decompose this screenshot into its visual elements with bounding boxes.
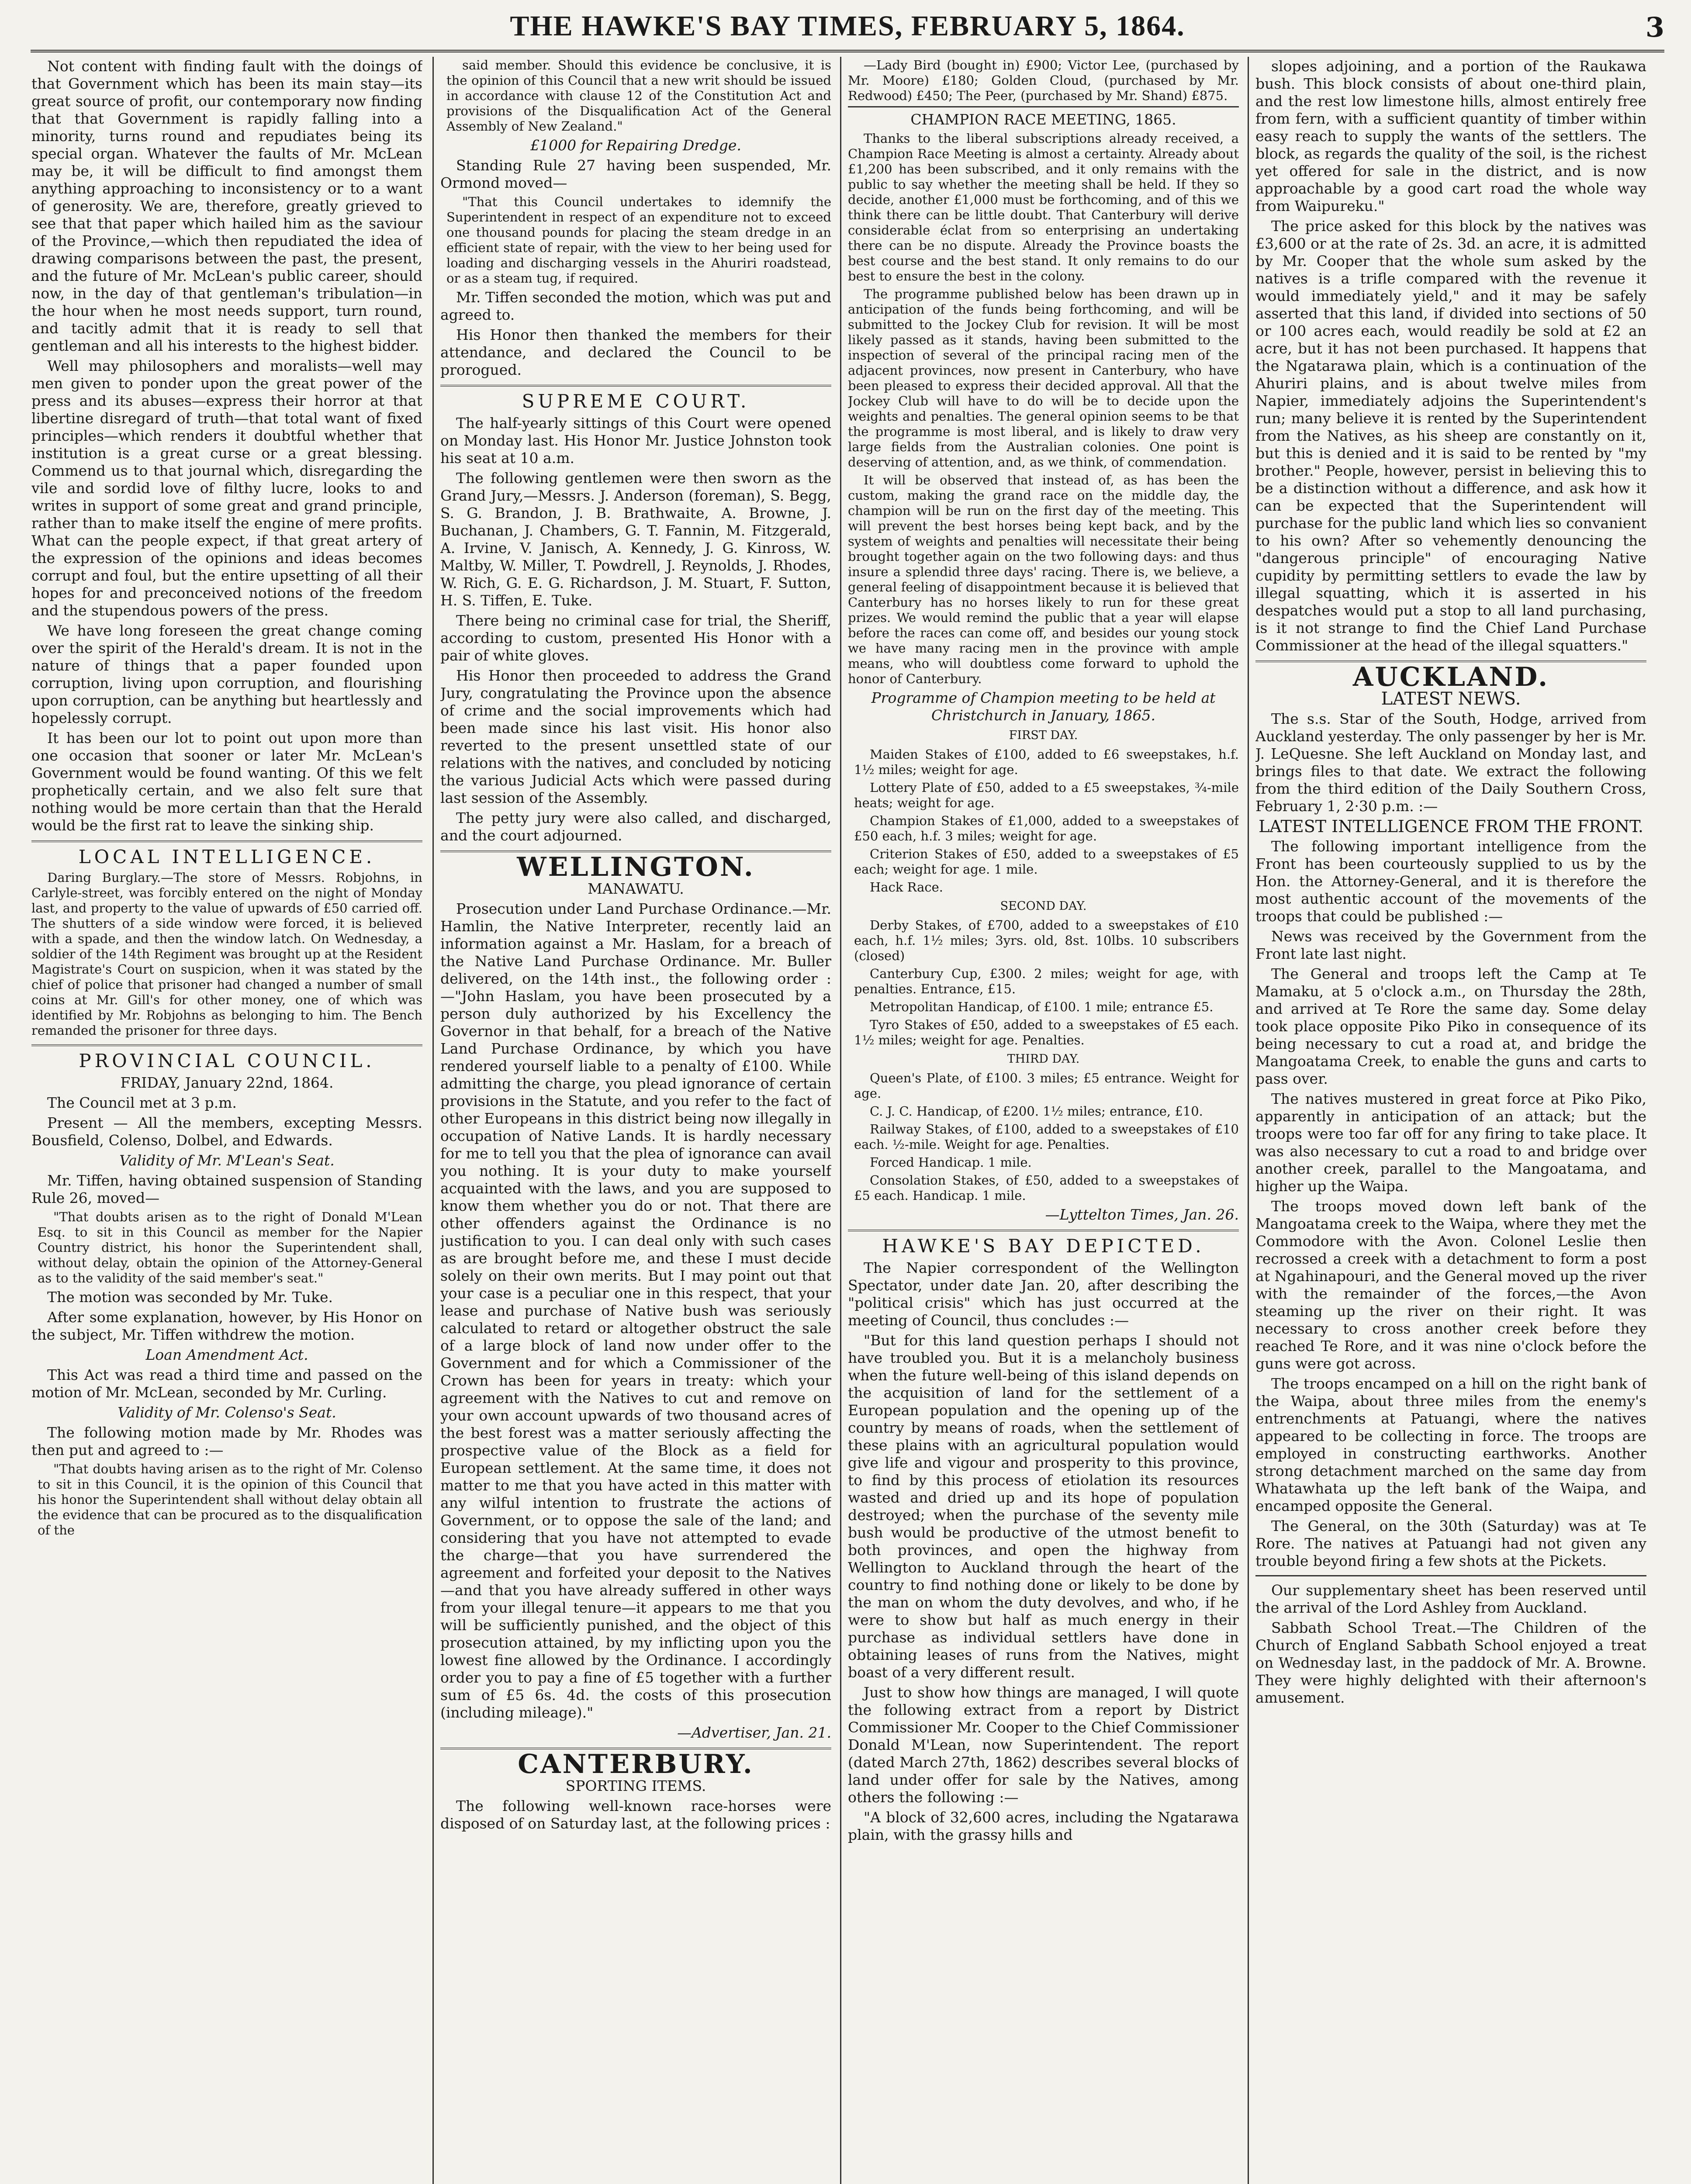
article-paragraph: It will be observed that instead of, as has been the custom, making the grand race on the middle day, the champion will be run on the first day of the meeting. This will prevent the best horses being kept back, and by the system of weights and penalties will necessitate their being brought together again on the two following days: and thus insure a splendid three days' racing. There is, we believe, a general feeling of disappointment because it is believed that Canterbury has no horses likely to run for these great prizes. We would remind the public that a year will elapse before the races can come off, and besides our young stock we have many racing men in the province with ample means, who will doubtless come forward to uphold the honor of Canterbury. [848,473,1239,686]
quoted-motion: "That doubts arisen as to the right of Donald M'Lean Esq. to sit in this Council as member for the Napier Country district, his honor the Superintendent shall, without delay, obtain the opinion of the Attorney-General as to the validity of the said member's seat." [38,1209,422,1286]
article-paragraph: This Act was read a third time and passed on the motion of Mr. McLean, seconded by Mr. Curling. [31,1366,422,1401]
article-paragraph: The half-yearly sittings of this Court were opened on Monday last. His Honor Mr. Justice Johnston took his seat at 10 a.m. [440,415,831,467]
article-paragraph: After some explanation, however, by His Honor on the subject, Mr. Tiffen withdrew the motion. [31,1309,422,1343]
article-paragraph: slopes adjoining, and a portion of the Raukawa bush. This block consists of about one-third plain, and the rest low limestone hills, almost entirely free from fern, with a sufficient quantity of timber within easy reach to supply the wants of the settlers. The block, as regards the quality of the soil, is the richest yet offered for sale in the district, and is now approachable by a good cart road the whole way from Waipureku." [1255,58,1646,214]
section-heading-canterbury: CANTERBURY. [440,1748,831,1773]
article-paragraph: —Lady Bird (bought in) £900; Victor Lee, (purchased by Mr. Moore) £180; Golden Cloud, (purchased by Mr. Redwood) £450; The Peer, (purchased by Mr. Shand) £875. [848,58,1239,103]
race-entry: Metropolitan Handicap, of £100. 1 mile; entrance £5. [870,999,1214,1014]
race-entry: Forced Handicap. 1 mile. [870,1155,1032,1170]
subheading: £1000 for Repairing Dredge. [530,137,741,154]
page-title: THE HAWKE'S BAY TIMES, FEBRUARY 5, 1864. [510,10,1185,42]
article-paragraph: Prosecution under Land Purchase Ordinance.—Mr. Hamlin, the Native Interpreter, recently laid an information against a Mr. Haslam, for a breach of the Native Land Purchase Ordinance. Mr. Buller delivered, on the 14th inst., the following order :—"John Haslam, you have been prosecuted by a person duly authorized by his Excellency the Governor in that behalf, for a breach of the Native Land Purchase Ordinance, by which you have rendered yourself liable to a penalty of £100. While admitting the charge, you plead ignorance of certain provisions in the Statute, and you refer to the fact of other Europeans in this district being now illegally in occupation of Native Lands. It is hardly necessary for me to tell you that the plea of ignorance can avail you nothing. It is your duty to make yourself acquainted with the laws, and you are supposed to know them whether you do or not. That there are other offenders against the Ordinance is no justification to you. I can deal only with such cases as are brought before me, and these I must decide solely on their own merits. But I may point out that your case is a peculiar one in this respect, that your lease and purchase of Native bush was seriously calculated to retard or altogether obstruct the sale of a large block of land now under offer to the Government and for which a Commissioner of the Crown has been for years in treaty: which your agreement with the Natives to cut and remove on your own account upwards of two thousand acres of the best forest was a matter seriously affecting the prospective value of the Block as a field for European settlement. At the same time, it does not matter to me that you have acted in this matter with any wilful intention to frustrate the actions of Government, or to oppose the sale of the land; and considering that you have not attempted to evade the charge—that you have surrendered the agreement and forfeited your deposit to the Natives—and that you have already suffered in other ways from your illegal tenure—it appears to me that you will be sufficiently punished, and the object of this prosecution attained, by my inflicting upon you the lowest fine allowed by the Ordinance. I accordingly order you to pay a fine of £5 together with a further sum of £5 6s. 4d. the costs of this prosecution (including mileage)." [440,900,831,1721]
article-paragraph: Mr. Tiffen, having obtained suspension of Standing Rule 26, moved— [31,1172,422,1206]
quoted-motion: "That this Council undertakes to idemnify the Superintendent in respect of an expenditure not to exceed one thousand pounds for placing the steam dredge in an efficient state of repair, with the view to her being used for loading and discharging vessels in the Ahuriri roadstead, or as a steam tug, if required. [446,194,831,286]
article-paragraph: There being no criminal case for trial, the Sheriff, according to custom, presented His Honor with a pair of white gloves. [440,612,831,664]
section-subheading: LATEST NEWS. [1381,689,1521,709]
column-4 [1255,58,1646,2184]
article-paragraph: Sabbath School Treat.—The Children of the Church of England Sabbath School enjoyed a treat on Wednesday last, in the paddock of Mr. A. Browne. They were highly delighted with their afternoon's amusement. [1255,1619,1646,1706]
race-entry: Maiden Stakes of £100, added to £6 sweepstakes, h.f. 1½ miles; weight for age. [854,747,1239,777]
editorial-paragraph: It has been our lot to point out upon more than one occasion that sooner or later Mr. McLean's Government would be found wanting. Of this we felt prophetically certain, and we also felt sure that nothing would be more certain than that the Herald would be the first rat to leave the sinking ship. [31,729,422,834]
article-paragraph: Present — All the members, excepting Messrs. Bousfield, Colenso, Dolbel, and Edwards. [31,1114,422,1149]
article-paragraph: The Napier correspondent of the Wellington Spectator, under date Jan. 20, after describing the "political crisis" which has just occurred at the meeting of Council, thus concludes :— [848,1259,1239,1329]
article-paragraph: His Honor then proceeded to address the Grand Jury, congratulating the Province upon the absence of crime and the social improvements which had been made since his last visit. His honor also reverted to the present unsettled state of our relations with the natives, and concluded by noticing the various Judicial Acts which were passed during last session of the Assembly. [440,667,831,806]
article-paragraph: News was received by the Government from the Front late last night. [1255,928,1646,962]
article-paragraph: The petty jury were also called, and discharged, and the court adjourned. [440,809,831,844]
article-paragraph: Thanks to the liberal subscriptions already received, a Champion Race Meeting is almost a certainty. Already about £1,200 has been subscribed, and it only remains with the public to say whether the meeting shall be held. If they so decide, another £1,000 must be forthcoming, and of this we think there can be little doubt. That Canterbury will derive considerable éclat from so enterprising an undertaking there can be no dispute. Already the Province boasts the best course and the best stand. It only remains to do our best to ensure the best in the colony. [848,131,1239,283]
section-heading-hawkes-bay: HAWKE'S BAY DEPICTED. [848,1230,1239,1255]
article-paragraph: The General, on the 30th (Saturday) was at Te Rore. The natives at Patuangi had not given any trouble beyond firing a few shots at the Pickets. [1255,1517,1646,1569]
article-paragraph: The programme published below has been drawn up in anticipation of the funds being forthcoming, and will be submitted to the Jockey Club for revision. It will be most likely passed as it stands, having been submitted to the inspection of several of the principal racing men of the adjacent provinces, now present in Canterbury, who have been pleased to express their decided approval. All that the Jockey Club will have to do will be to decide upon the weights and penalties. The general opinion seems to be that the programme is most liberal, and is likely to draw very large fields from the Australian colonies. One point is deserving of attention, and, as we think, of commendation. [848,287,1239,470]
race-entry: Hack Race. [870,880,944,895]
source-credit: —Advertiser, Jan. 21. [677,1724,831,1741]
programme-title: Programme of Champion meeting to be held at Christchurch in January, 1865. [871,689,1216,724]
race-entry: C. J. C. Handicap, of £200. 1½ miles; entrance, £10. [870,1104,1203,1119]
article-paragraph: "A block of 32,600 acres, including the Ngatarawa plain, with the grassy hills and [848,1809,1239,1843]
article-paragraph: Our supplementary sheet has been reserved until the arrival of the Lord Ashley from Auckland. [1255,1582,1646,1616]
race-entry: Railway Stakes, of £100, added to a sweepstakes of £10 each. ½-mile. Weight for age. Penalties. [854,1122,1239,1152]
column-1 [31,58,422,2184]
editorial-paragraph: Not content with finding fault with the doings of that Government which has been its main stay—its great source of profit, our contemporary now finding that that Government is rapidly falling into a minority, turns round and repudiates being its special organ. Whatever the faults of Mr. McLean may be, it will be difficult to find amongst them anything approaching to inconsistency or to a want of generosity. We are, therefore, greatly grieved to see that that paper which hailed him as the saviour of the Province,—which then repudiated the idea of drawing comparisons between the past, the present, and the future of Mr. McLean's public career, should now, in the day of that gentleman's tribulation—in the hour when he most needs support, turn round, and tacitly admit that it is ready to sell that gentleman and all his interests to the highest bidder. [31,58,422,354]
section-subheading: CHAMPION RACE MEETING, 1865. [848,106,1239,128]
section-heading-wellington: WELLINGTON. [440,850,831,876]
subheading: Validity of Mr. Colenso's Seat. [118,1404,336,1421]
race-entry: Canterbury Cup, £300. 2 miles; weight for age, with penalties. Entrance, £15. [854,966,1239,996]
section-heading-auckland: AUCKLAND. [1255,660,1646,686]
subheading: Validity of Mr. M'Lean's Seat. [119,1152,335,1169]
column-3 [848,58,1239,2184]
article-paragraph: His Honor then thanked the members for their attendance, and declared the Council to be prorogued. [440,326,831,378]
quoted-motion: said member. Should this evidence be conclusive, it is the opinion of this Council that a new writ should be issued in accordance with clause 12 of the Constitution Act and provisions of the Disqualification Act of the General Assembly of New Zealand." [446,58,831,134]
race-day-heading: FIRST DAY. [1009,729,1078,742]
section-subheading: SPORTING ITEMS. [565,1777,706,1794]
article-paragraph: The following important intelligence from the Front has been courteously supplied to us by the Hon. the Attorney-General, and it is therefore the most authentic account of the movements of the troops that could be published :— [1255,838,1646,925]
article-paragraph: Mr. Tiffen seconded the motion, which was put and agreed to. [440,289,831,323]
source-credit: —Lyttelton Times, Jan. 26. [1045,1206,1239,1223]
article-paragraph: The following motion made by Mr. Rhodes was then put and agreed to :— [31,1424,422,1458]
section-heading-local: LOCAL INTELLIGENCE. [31,840,422,866]
article-paragraph: The General and troops left the Camp at Te Mamaku, at 5 o'clock a.m., on Thursday the 28th, and arrived at Te Rore the same day. Some delay took place opposite Piko Piko in consequence of its being necessary to cut a road at, and bridge the Mangoatama Creek, to enable the guns and carts to pass over. [1255,965,1646,1087]
race-entry: Derby Stakes, of £700, added to a sweepstakes of £10 each, h.f. 1½ miles; 3yrs. old, 8st. 10lbs. 10 subscribers (closed) [854,918,1239,963]
article-paragraph: The following well-known race-horses were disposed of on Saturday last, at the following prices : [440,1797,831,1832]
quoted-motion: "That doubts having arisen as to the right of Mr. Colenso to sit in this Council, it is the opinion of this Council that his honor the Superintendent shall without delay obtain all the evidence that can be procured as to the disqualification of the [38,1462,422,1538]
article-paragraph: Just to show how things are managed, I will quote the following extract from a report by District Commissioner Mr. Cooper to the Chief Commissioner Donald M'Lean, now Superintendent. The report (dated March 27th, 1862) describes several blocks of land under offer for sale by the Natives, among others the following :— [848,1684,1239,1806]
article-paragraph: The natives mustered in great force at Piko Piko, apparently in anticipation of an attack; but the troops were too far off for any firing to take place. It was also necessary to cut a road to and bridge over another creek, parallel to the Mangoatama, and higher up the Waipa. [1255,1090,1646,1195]
race-entry: Queen's Plate, of £100. 3 miles; £5 entrance. Weight for age. [854,1071,1239,1101]
section-heading-provincial: PROVINCIAL COUNCIL. [31,1044,422,1070]
article-paragraph: The price asked for this block by the natives was £3,600 or at the rate of 2s. 3d. an acre, it is admitted by Mr. Cooper that the whole sum asked by the natives is a trifle compared with the revenue it would immediately yield," and it may be safely asserted that this land, if divided into sections of 50 or 100 acres each, would readily be sold at £2 an acre, but it has not been purchased. It happens that the Ngatarawa plain, which is a continuation of the Ahuriri plains, and is about twelve miles from Napier, immediately adjoins the Superintendent's run; many believe it is rented by the Superintendent from the Natives, as his sheep are constantly on it, but this is denied and it is said to be rented by "my brother." People, however, persist in believing this to be a distinction without a difference, and ask how it can be expected that the Superintendent will purchase for the public land which lies so convanient to his own? After so vehemently denouncing the "dangerous principle" of encouraging Native cupidity by permitting settlers to evade the law by illegal squatting, which it is asserted in his despatches would put a stop to all land purchasing, is it not strange to find the Chief Land Purchase Commissioner at the head of the illegal squatters." [1255,218,1646,654]
article-paragraph: The troops encamped on a hill on the right bank of the Waipa, about three miles from the enemy's entrenchments at Patuangi, where the natives appeared to be collecting in force. The troops are employed in constructing earthworks. Another strong detachment marched on the same day from Whatawhata up the left bank of the Waipa, and encamped opposite the General. [1255,1375,1646,1514]
race-day-heading: SECOND DAY. [1000,899,1087,913]
article-paragraph: The Council met at 3 p.m. [47,1094,237,1111]
article-paragraph: The motion was seconded by Mr. Tuke. [47,1289,333,1306]
divider [1255,1575,1646,1576]
article-paragraph: Standing Rule 27 having been suspended, Mr. Ormond moved— [440,157,831,191]
subheading: Loan Amendment Act. [145,1346,308,1363]
section-subheading: LATEST INTELLIGENCE FROM THE FRONT. [1259,817,1643,836]
race-entry: Consolation Stakes, of £50, added to a sweepstakes of £5 each. Handicap. 1 mile. [854,1173,1239,1203]
column-rule [432,57,434,2184]
race-day-heading: THIRD DAY. [1007,1052,1080,1066]
article-paragraph: The troops moved down left bank of the Mangoatama creek to the Waipa, where they met the Commodore with the Avon. Colonel Leslie then recrossed a creek with a detachment to form a post at Ngahinapouri, and the General moved up the river with the remainder of the forces,—the Avon steaming up the river on their right. It was necessary to cross another creek before they reached Te Rore, and it was nine o'clock before the guns were got across. [1255,1198,1646,1372]
editorial-paragraph: We have long foreseen the great change coming over the spirit of the Herald's dream. It is not in the nature of things that a paper founded upon corruption, living upon corruption, and flourishing upon corruption, can be anything but heartlessly and hopelessly corrupt. [31,622,422,726]
race-entry: Tyro Stakes of £50, added to a sweepstakes of £5 each. 1½ miles; weight for age. Penalties. [854,1017,1239,1047]
column-rule [1248,57,1249,2184]
masthead [31,6,1664,52]
column-2 [440,58,831,2184]
article-paragraph: "But for this land question perhaps I should not have troubled you. But it is a melancholy business when the future well-being of this island depends on the acquisition of land for the settlement of a European population and the opening up of the country by means of roads, when the settlement of these plains with an agricultural population would give life and vigour and prosperity to this province, to find by this process of etiolation its resources wasted and dried up and its hope of population destroyed; when the purchase of the seventy mile bush would be productive of the utmost benefit to both provinces, and open the highway from Wellington to Auckland through the heart of the country to find nothing done or likely to be done by the man on whom the duty devolves, and who, if he were to show but half as much energy in their purchase as individual settlers have done in obtaining leases of runs from the Natives, might boast of a very different result. [848,1332,1239,1681]
column-rule [840,57,841,2184]
editorial-paragraph: Well may philosophers and moralists—well may men given to ponder upon the great power of the press and its abuses—express their horror at that libertine disregard of truth—that total want of fixed principles—which renders it doubtful whether that institution is a great curse or a great blessing. Commend us to that journal which, disregarding the vile and sordid love of filthy lucre, looks to and writes in support of some great and grand principle, rather than to make itself the engine of mere profits. What can the people expect, if that great artery of the expression of the opinions and ideas becomes corrupt and foul, but the entire upsetting of all their hopes for and preconceived notions of the freedom and the stupendous powers of the press. [31,357,422,619]
section-heading-supreme-court: SUPREME COURT. [440,385,831,410]
article-paragraph: The s.s. Star of the South, Hodge, arrived from Auckland yesterday. The only passenger by her is Mr. J. LeQuesne. She left Auckland on Monday last, and brings files to that date. We extract the following from the third edition of the Daily Southern Cross, February 1, 2·30 p.m. :— [1255,710,1646,815]
race-entry: Champion Stakes of £1,000, added to a sweepstakes of £50 each, h.f. 3 miles; weight for age. [854,813,1239,843]
section-subheading: MANAWATU. [588,880,684,897]
article-paragraph: Daring Burglary.—The store of Messrs. Robjohns, in Carlyle-street, was forcibly entered on the night of Monday last, and property to the value of upwards of £50 carried off. The shutters of a side window were forced, it is believed with a spade, and then the window latch. On Wednesday, a soldier of the 14th Regiment was brought up at the Resident Magistrate's Court on suspicion, when it was stated by the chief of police that prisoner had changed a number of small coins at Mr. Gill's for other money, one of which was identified by Mr. Robjohns as belonging to him. The Bench remanded the prisoner for three days. [31,870,422,1038]
race-entry: Criterion Stakes of £50, added to a sweepstakes of £5 each; weight for age. 1 mile. [854,847,1239,877]
page-number: 3 [1645,11,1664,43]
section-date: FRIDAY, January 22nd, 1864. [120,1074,334,1091]
article-paragraph: The following gentlemen were then sworn as the Grand Jury,—Messrs. J. Anderson (foreman), S. Begg, S. G. Brandon, J. B. Brathwaite, A. Browne, J. Buchanan, J. Chambers, G. T. Fannin, M. Fitzgerald, A. Irvine, V. Janisch, A. Kennedy, J. G. Kinross, W. Maltby, W. Miller, T. Powdrell, J. Reynolds, J. Rhodes, W. Rich, G. E. G. Richardson, J. M. Stuart, F. Sutton, H. S. Tiffen, E. Tuke. [440,470,831,609]
race-entry: Lottery Plate of £50, added to a £5 sweepstakes, ¾-mile heats; weight for age. [854,780,1239,810]
